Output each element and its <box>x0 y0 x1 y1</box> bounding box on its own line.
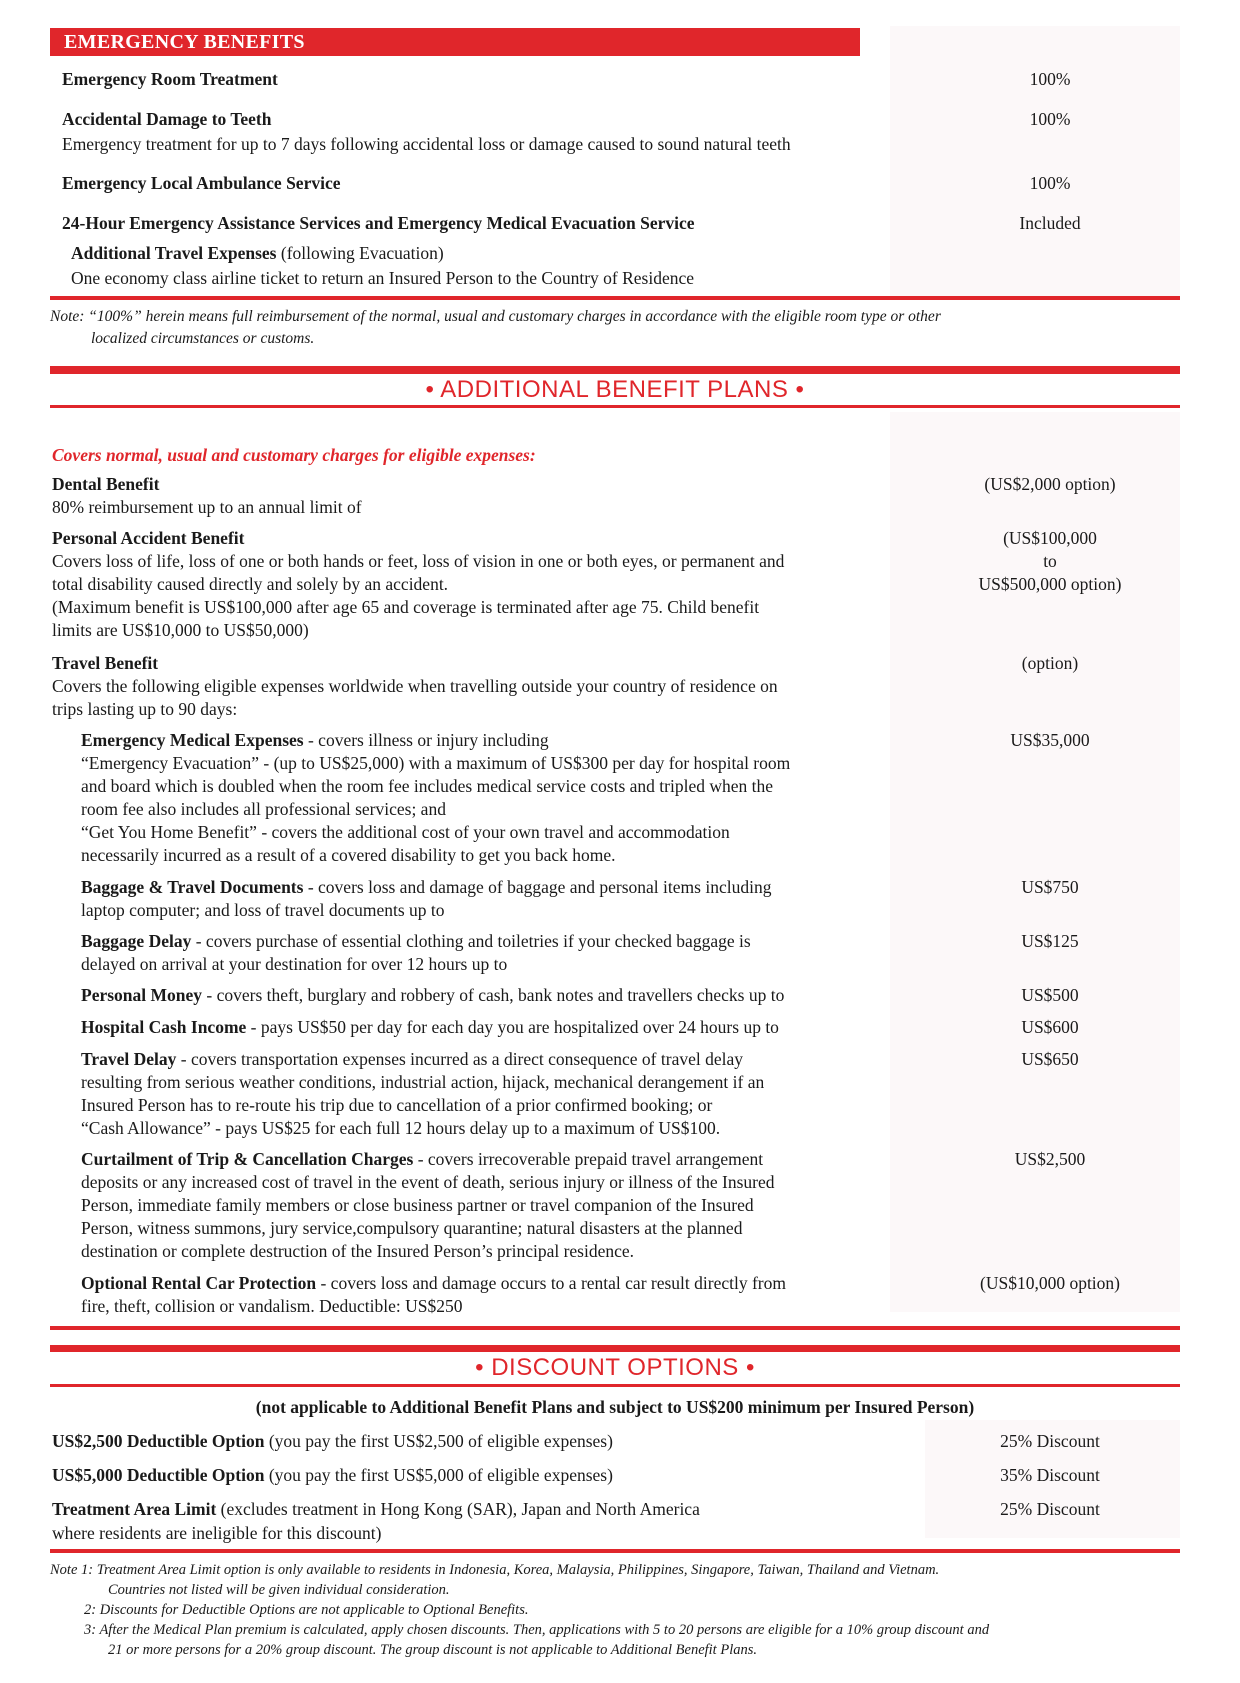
travel-item <box>81 984 784 1007</box>
discount-value: 35% Discount <box>1000 1465 1100 1485</box>
travel-item-line: “Get You Home Benefit” - covers the additional cost of your own travel and accommodation <box>81 822 730 842</box>
sub-benefit-suffix: (following Evacuation) <box>276 243 444 263</box>
benefit-description-line: (Maximum benefit is US$100,000 after age 65 and coverage is terminated after age 75. Child benefit <box>52 597 760 617</box>
benefit-value: 100% <box>1029 69 1071 89</box>
footnote: 3: After the Medical Plan premium is calculated, apply chosen discounts. Then, applications with 5 to 20 persons are eligible for a 10% group discount and <box>84 1622 990 1638</box>
benefit-value: US$750 <box>1021 877 1079 897</box>
travel-item-desc: - pays US$50 per day for each day you are hospitalized over 24 hours up to <box>246 1017 779 1037</box>
travel-item <box>81 1016 779 1039</box>
travel-item <box>81 1272 786 1295</box>
travel-item-title: Baggage & Travel Documents <box>81 877 304 897</box>
discount-option-title: US$5,000 Deductible Option <box>52 1465 265 1485</box>
benefit-value: Included <box>1019 213 1081 233</box>
travel-item-line: and board which is doubled when the room fee includes medical service costs and tripled when the <box>81 776 774 796</box>
travel-item-line: fire, theft, collision or vandalism. Deductible: US$250 <box>81 1296 463 1316</box>
section-divider <box>50 405 1180 408</box>
benefit-value: US$2,500 <box>1014 1149 1086 1169</box>
discount-option-desc: (you pay the first US$2,500 of eligible expenses) <box>264 1431 613 1451</box>
discount-subtitle: (not applicable to Additional Benefit Plans and subject to US$200 minimum per Insured Person) <box>255 1397 975 1417</box>
benefit-value: US$600 <box>1021 1017 1079 1037</box>
section-divider <box>50 296 1180 300</box>
footnote: 2: Discounts for Deductible Options are not applicable to Optional Benefits. <box>84 1602 529 1618</box>
travel-item-line: deposits or any increased cost of travel in the event of death, serious injury or illness of the Insured <box>81 1172 775 1192</box>
discount-option-desc: (excludes treatment in Hong Kong (SAR), Japan and North America <box>216 1499 700 1519</box>
travel-item-line: necessarily incurred as a result of a covered disability to get you back home. <box>81 845 616 865</box>
travel-item <box>81 1148 763 1171</box>
travel-item-title: Personal Money <box>81 985 203 1005</box>
travel-item-desc: - covers theft, burglary and robbery of cash, bank notes and travellers checks up to <box>202 985 785 1005</box>
sub-benefit <box>71 242 444 265</box>
travel-item-line: room fee also includes all professional services; and <box>81 799 446 819</box>
benefit-title: Travel Benefit <box>52 653 159 673</box>
travel-item-line: Person, immediate family members or close business partner or travel companion of the Insured <box>81 1195 754 1215</box>
benefit-description-line: total disability caused directly and solely by an accident. <box>52 574 449 594</box>
travel-item-title: Emergency Medical Expenses <box>81 730 304 750</box>
benefit-value: (US$10,000 option) <box>980 1273 1120 1293</box>
discount-value: 25% Discount <box>1000 1499 1100 1519</box>
section-divider <box>50 1345 1180 1352</box>
benefit-description: Emergency treatment for up to 7 days following accidental loss or damage caused to sound natural teeth <box>62 134 791 154</box>
benefit-description-line: Covers the following eligible expenses worldwide when travelling outside your country of residence on <box>52 676 778 696</box>
benefit-title: Personal Accident Benefit <box>52 528 245 548</box>
emergency-benefits-title: EMERGENCY BENEFITS <box>64 31 305 53</box>
benefit-description: 80% reimbursement up to an annual limit of <box>52 497 362 517</box>
benefit-value: (US$2,000 option) <box>984 474 1116 494</box>
discount-option-desc-continued: where residents are ineligible for this discount) <box>52 1523 382 1543</box>
travel-item-desc: - covers irrecoverable prepaid travel arrangement <box>413 1149 764 1169</box>
benefit-value: US$125 <box>1021 931 1079 951</box>
discount-option-title: US$2,500 Deductible Option <box>52 1431 265 1451</box>
benefit-description-line: limits are US$10,000 to US$50,000) <box>52 620 309 640</box>
footnote-continued: Countries not listed will be given individual consideration. <box>108 1582 450 1598</box>
benefit-value: 100% <box>1029 173 1071 193</box>
emergency-note: Note: “100%” herein means full reimbursement of the normal, usual and customary charges in accordance with the eligible room type or other <box>50 308 941 325</box>
value-column-panel <box>890 26 1180 298</box>
travel-item-desc: - covers loss and damage of baggage and personal items including <box>303 877 772 897</box>
travel-item <box>81 1048 743 1071</box>
travel-item-line: “Emergency Evacuation” - (up to US$25,000) with a maximum of US$300 per day for hospital room <box>81 753 791 773</box>
travel-item-desc: - covers loss and damage occurs to a rental car result directly from <box>316 1273 786 1293</box>
discount-option-desc: (you pay the first US$5,000 of eligible expenses) <box>264 1465 613 1485</box>
benefit-title: 24-Hour Emergency Assistance Services and Emergency Medical Evacuation Service <box>62 213 695 233</box>
benefit-value: (option) <box>1021 653 1079 673</box>
travel-item-line: destination or complete destruction of the Insured Person’s principal residence. <box>81 1241 635 1261</box>
travel-item-title: Travel Delay <box>81 1049 177 1069</box>
sub-benefit-description: One economy class airline ticket to return an Insured Person to the Country of Residence <box>71 268 695 288</box>
travel-item-line: laptop computer; and loss of travel documents up to <box>81 900 445 920</box>
travel-item-desc: - covers purchase of essential clothing and toiletries if your checked baggage is <box>191 931 751 951</box>
travel-item-line: Person, witness summons, jury service,compulsory quarantine; natural disasters at the planned <box>81 1218 743 1238</box>
benefit-value: 100% <box>1029 109 1071 129</box>
travel-item-line: Insured Person has to re-route his trip due to cancellation of a prior confirmed booking; or <box>81 1095 713 1115</box>
coverage-intro: Covers normal, usual and customary charges for eligible expenses: <box>52 445 536 465</box>
travel-item-title: Optional Rental Car Protection <box>81 1273 317 1293</box>
travel-item-title: Curtailment of Trip & Cancellation Charges <box>81 1149 414 1169</box>
footnote: Note 1: Treatment Area Limit option is only available to residents in Indonesia, Korea, Malaysia, Philippines, Singapore, Taiwan, Thailand and Vietnam. <box>50 1562 940 1578</box>
section-divider <box>50 1549 1180 1553</box>
benefit-description-line: Covers loss of life, loss of one or both hands or feet, loss of vision in one or both eyes, or permanent and <box>52 551 785 571</box>
benefit-value: US$500 <box>1021 985 1079 1005</box>
benefit-value: (US$100,000 <box>1003 528 1097 548</box>
discount-options-title: • DISCOUNT OPTIONS • <box>475 1354 755 1381</box>
benefit-value: to <box>1043 551 1057 571</box>
benefit-title: Dental Benefit <box>52 474 160 494</box>
benefit-value: US$650 <box>1021 1049 1079 1069</box>
emergency-note-continued: localized circumstances or customs. <box>91 330 315 347</box>
travel-item <box>81 876 771 899</box>
travel-item-desc: - covers transportation expenses incurred as a direct consequence of travel delay <box>176 1049 743 1069</box>
benefit-title: Emergency Room Treatment <box>62 69 278 89</box>
travel-item-line: “Cash Allowance” - pays US$25 for each full 12 hours delay up to a maximum of US$100. <box>81 1118 721 1138</box>
section-divider <box>50 366 1180 374</box>
benefit-value: US$500,000 option) <box>978 574 1122 594</box>
benefit-title: Emergency Local Ambulance Service <box>62 173 341 193</box>
sub-benefit-title: Additional Travel Expenses <box>71 243 277 263</box>
discount-option <box>52 1430 613 1453</box>
section-divider <box>50 1384 1180 1387</box>
travel-item-desc: - covers illness or injury including <box>303 730 549 750</box>
discount-value: 25% Discount <box>1000 1431 1100 1451</box>
travel-item <box>81 930 751 953</box>
emergency-benefits-header <box>50 28 860 56</box>
benefit-title: Accidental Damage to Teeth <box>62 109 272 129</box>
travel-item-line: resulting from serious weather conditions, industrial action, hijack, mechanical derangement if an <box>81 1072 765 1092</box>
benefit-value: US$35,000 <box>1010 730 1090 750</box>
discount-option <box>52 1464 613 1487</box>
travel-item-title: Hospital Cash Income <box>81 1017 247 1037</box>
additional-benefit-plans-title: • ADDITIONAL BENEFIT PLANS • <box>425 376 805 403</box>
footnote-continued: 21 or more persons for a 20% group discount. The group discount is not applicable to Additional Benefit Plans. <box>108 1642 757 1658</box>
travel-item-line: delayed on arrival at your destination for over 12 hours up to <box>81 954 508 974</box>
section-divider <box>50 1326 1180 1330</box>
travel-item-title: Baggage Delay <box>81 931 192 951</box>
travel-item <box>81 729 549 752</box>
discount-option <box>52 1498 700 1521</box>
benefit-description-line: trips lasting up to 90 days: <box>52 699 238 719</box>
discount-option-title: Treatment Area Limit <box>52 1499 217 1519</box>
